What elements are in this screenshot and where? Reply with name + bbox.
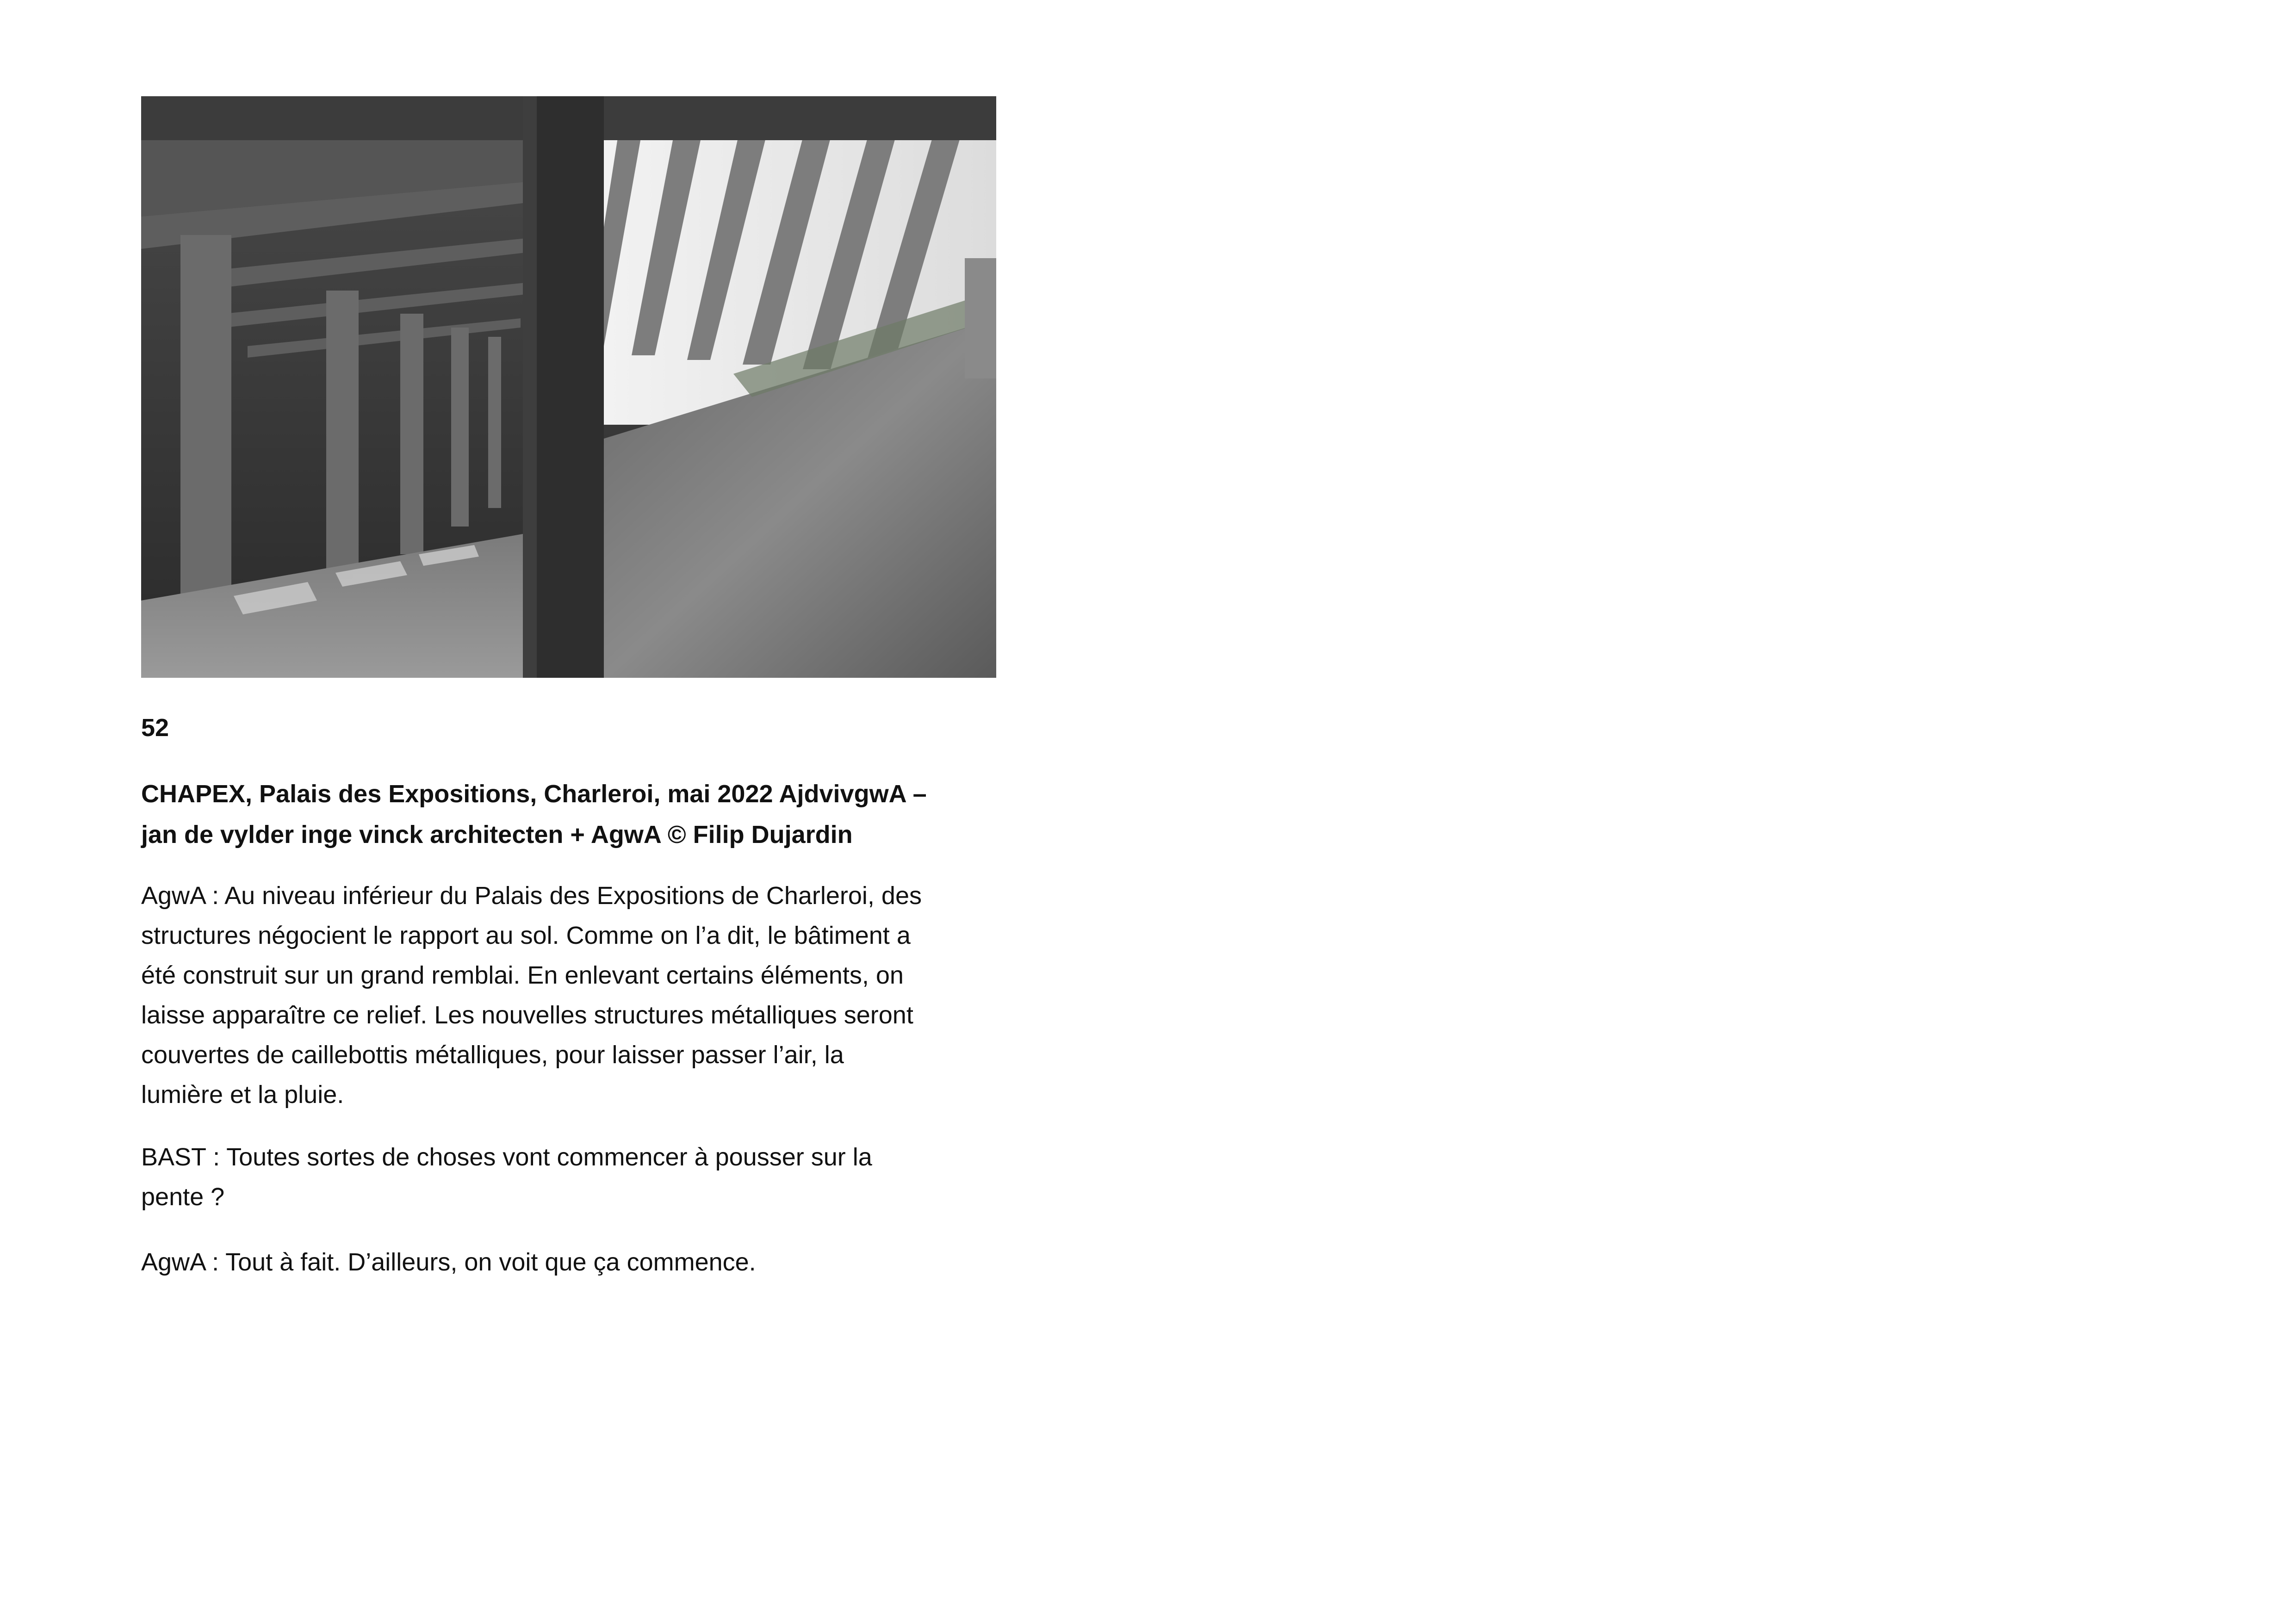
paragraph-line: couvertes de caillebottis métalliques, pour laisser passer l’air, la [141,1041,844,1069]
caption-line-2: jan de vylder inge vinck architecten + AgwA © Filip Dujardin [141,821,853,849]
paragraph-agwa-1 [141,876,1011,1115]
paragraph-bast [141,1137,1011,1217]
paragraph-line: été construit sur un grand remblai. En enlevant certains éléments, on [141,961,904,989]
caption-line-1: CHAPEX, Palais des Expositions, Charleroi, mai 2022 AjdvivgwA – [141,780,927,808]
paragraph-line: structures négocient le rapport au sol. Comme on l’a dit, le bâtiment a [141,922,911,949]
paragraph-line: AgwA : Au niveau inférieur du Palais des Expositions de Charleroi, des [141,882,922,910]
photo-concrete-undercroft-icon [141,96,996,678]
figure-caption [141,774,1002,855]
photo-concrete-undercroft [141,96,996,678]
page-number: 52 [141,714,169,742]
paragraph-agwa-2 [141,1242,1011,1282]
paragraph-line: pente ? [141,1183,225,1211]
paragraph-line: laisse apparaître ce relief. Les nouvelles structures métalliques seront [141,1001,913,1029]
paragraph-line: AgwA : Tout à fait. D’ailleurs, on voit que ça commence. [141,1248,756,1276]
paragraph-line: BAST : Toutes sortes de choses vont commencer à pousser sur la [141,1143,872,1171]
paragraph-line: lumière et la pluie. [141,1081,344,1109]
right-page [1148,0,2296,1623]
